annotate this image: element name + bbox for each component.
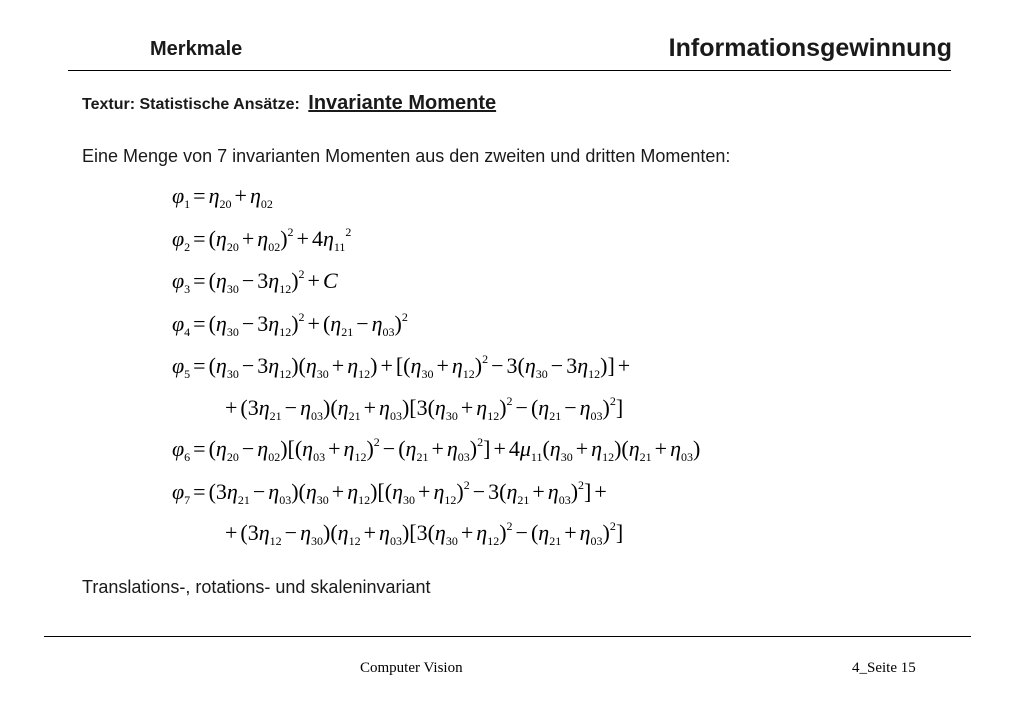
equation-phi1: $\varphi_1 = \eta_{20} + \eta_{02}$ bbox=[172, 183, 273, 211]
header-right-title: Informationsgewinnung bbox=[668, 34, 952, 62]
equation-phi7-line2: + $(3\eta_{12} - \eta_{30})(\eta_{12} + \eta_{03})[3(\eta_{30} + \eta_{12})^2 - (\eta_{21} + \eta_{03})^2]$ bbox=[225, 519, 624, 548]
section-prefix: Textur: Statistische Ansätze: bbox=[82, 96, 300, 113]
section-heading bbox=[82, 92, 496, 115]
equation-phi4: $\varphi_4 = (\eta_{30} - 3\eta_{12})^2 + (\eta_{21} - \eta_{03})^2$ bbox=[172, 310, 408, 339]
equation-phi2: $\varphi_2 = (\eta_{20} + \eta_{02})^2 + 4\eta_{11}^2$ bbox=[172, 225, 352, 254]
footer-page-number: 4_Seite 15 bbox=[852, 660, 916, 676]
intro-text: Eine Menge von 7 invarianten Momenten aus den zweiten und dritten Momenten: bbox=[82, 146, 731, 166]
footer-course: Computer Vision bbox=[360, 660, 463, 676]
equation-phi3: $\varphi_3 = (\eta_{30} - 3\eta_{12})^2 + C$ bbox=[172, 267, 338, 296]
section-topic: Invariante Momente bbox=[308, 92, 497, 114]
equation-phi6: $\varphi_6 = (\eta_{20} - \eta_{02})[(\eta_{03} + \eta_{12})^2 - (\eta_{21} + \eta_{03})^2] + 4\mu_{11}(\eta_{30} + \eta_{12})(\eta_{21} + \eta_{03})$ bbox=[172, 435, 701, 464]
header-left-title: Merkmale bbox=[150, 38, 243, 60]
equation-phi5-line1: $\varphi_5 = (\eta_{30} - 3\eta_{12})(\eta_{30} + \eta_{12}) + [(\eta_{30} + \eta_{12})^2 - 3(\eta_{30} - 3\eta_{12})]$ + bbox=[172, 352, 631, 381]
closing-text: Translations-, rotations- und skaleninvariant bbox=[82, 577, 431, 597]
header-divider bbox=[68, 70, 951, 71]
footer-divider bbox=[44, 636, 971, 637]
equation-phi5-line2: + $(3\eta_{21} - \eta_{03})(\eta_{21} + \eta_{03})[3(\eta_{30} + \eta_{12})^2 - (\eta_{21} - \eta_{03})^2]$ bbox=[225, 394, 624, 423]
equation-phi7-line1: $\varphi_7 = (3\eta_{21} - \eta_{03})(\eta_{30} + \eta_{12})[(\eta_{30} + \eta_{12})^2 - 3(\eta_{21} + \eta_{03})^2]$ + bbox=[172, 478, 607, 507]
